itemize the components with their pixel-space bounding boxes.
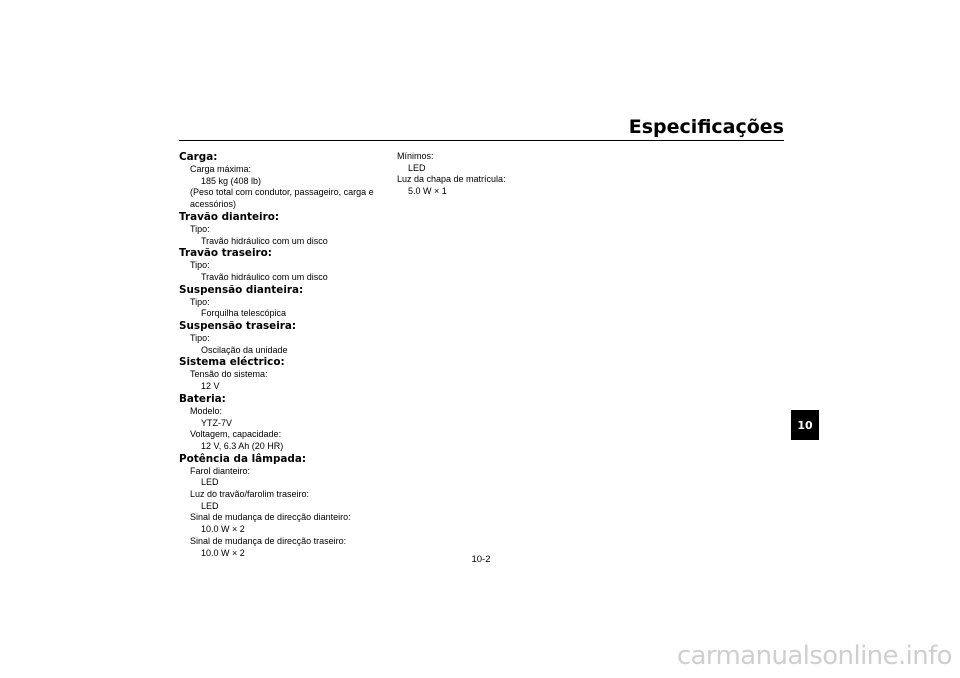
title-divider bbox=[179, 140, 784, 141]
section-heading: Travão dianteiro: bbox=[179, 210, 280, 223]
spec-value: Oscilação da unidade bbox=[201, 344, 288, 355]
spec-column-right bbox=[397, 151, 597, 198]
spec-value: 185 kg (408 lb) bbox=[201, 175, 262, 186]
section-heading: Sistema eléctrico: bbox=[179, 356, 285, 369]
spec-value: Forquilha telescópica bbox=[201, 308, 287, 319]
section-heading: Suspensão dianteira: bbox=[179, 283, 304, 296]
page-title: Especificações bbox=[628, 116, 784, 138]
spec-label: Voltagem, capacidade: bbox=[190, 429, 282, 440]
spec-value: LED bbox=[408, 162, 426, 173]
spec-label: Mínimos: bbox=[397, 151, 434, 161]
spec-label: (Peso total com condutor, passageiro, carga e acessórios) bbox=[190, 187, 374, 210]
section-heading: Potência da lâmpada: bbox=[179, 452, 307, 465]
section-heading: Travão traseiro: bbox=[179, 247, 272, 260]
watermark: carmanualsonline.info bbox=[676, 641, 952, 671]
chapter-tab[interactable]: 10 bbox=[791, 410, 819, 440]
spec-label: Tipo: bbox=[190, 333, 210, 344]
spec-label: Sinal de mudança de direcção dianteiro: bbox=[190, 512, 351, 523]
spec-value: Travão hidráulico com um disco bbox=[201, 271, 328, 282]
spec-label: Luz da chapa de matrícula: bbox=[397, 174, 506, 185]
spec-value: 12 V bbox=[201, 381, 220, 392]
page-number: 10-2 bbox=[471, 554, 491, 565]
spec-label: Carga máxima: bbox=[190, 164, 252, 174]
spec-value: 10.0 W × 2 bbox=[201, 547, 245, 558]
spec-value: LED bbox=[201, 500, 219, 511]
spec-label: Tipo: bbox=[190, 296, 210, 307]
section-heading: Bateria: bbox=[179, 392, 226, 405]
spec-value: LED bbox=[201, 477, 219, 488]
spec-label: Tensão do sistema: bbox=[190, 369, 268, 380]
spec-value: Travão hidráulico com um disco bbox=[201, 235, 328, 246]
section-heading: Suspensão traseira: bbox=[179, 320, 297, 333]
spec-label: Modelo: bbox=[190, 405, 223, 416]
section-heading: Carga: bbox=[179, 151, 218, 163]
spec-value: YTZ-7V bbox=[201, 417, 233, 428]
spec-label: Sinal de mudança de direcção traseiro: bbox=[190, 535, 347, 546]
spec-label: Luz do travão/farolim traseiro: bbox=[190, 489, 310, 500]
spec-label: Tipo: bbox=[190, 223, 210, 234]
spec-value: 12 V, 6.3 Ah (20 HR) bbox=[201, 440, 284, 451]
spec-value: 10.0 W × 2 bbox=[201, 524, 245, 535]
spec-value: 5.0 W × 1 bbox=[408, 186, 447, 197]
spec-label: Farol dianteiro: bbox=[190, 465, 251, 476]
spec-label: Tipo: bbox=[190, 260, 210, 271]
spec-column-left bbox=[179, 151, 384, 559]
